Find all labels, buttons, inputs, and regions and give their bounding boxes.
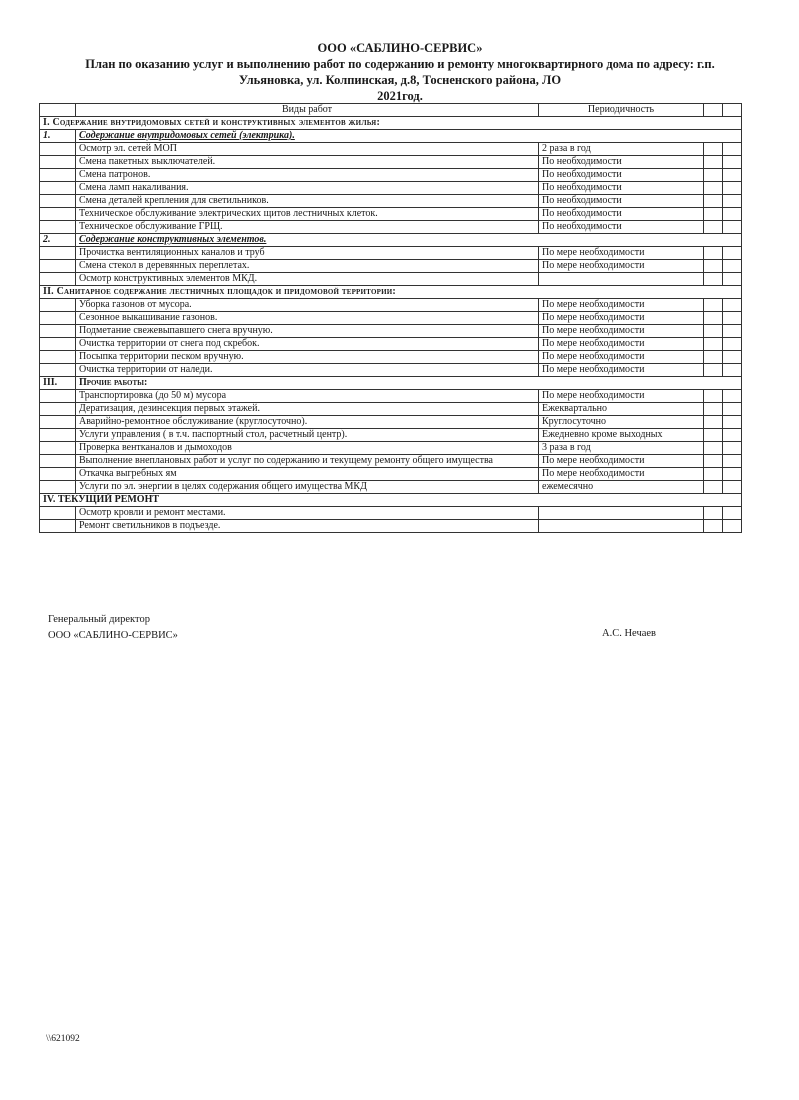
- subsection-number: 2.: [40, 234, 76, 247]
- table-row: [40, 195, 742, 208]
- subsection-title: Содержание конструктивных элементов.: [76, 234, 742, 247]
- work-cell: Смена пакетных выключателей.: [76, 156, 539, 169]
- section-title: I. Содержание внутридомовых сетей и конструктивных элементов жилья:: [40, 117, 742, 130]
- period-cell: Ежедневно кроме выходных: [539, 429, 704, 442]
- table-row: [40, 208, 742, 221]
- extra-cell: [723, 416, 742, 429]
- row-number-cell: [40, 442, 76, 455]
- period-cell: По необходимости: [539, 169, 704, 182]
- period-cell: По мере необходимости: [539, 312, 704, 325]
- row-number-cell: [40, 416, 76, 429]
- extra-cell: [704, 299, 723, 312]
- work-cell: Дератизация, дезинсекция первых этажей.: [76, 403, 539, 416]
- table-row: [40, 403, 742, 416]
- extra-cell: [704, 351, 723, 364]
- extra-cell: [723, 247, 742, 260]
- work-cell: Техническое обслуживание ГРЩ.: [76, 221, 539, 234]
- header-extra-cell: [704, 104, 723, 117]
- work-cell: Выполнение внеплановых работ и услуг по содержанию и текущему ремонту общего имущества: [76, 455, 539, 468]
- row-number-cell: [40, 351, 76, 364]
- table-row: [40, 299, 742, 312]
- extra-cell: [723, 143, 742, 156]
- period-cell: По мере необходимости: [539, 338, 704, 351]
- row-number-cell: [40, 195, 76, 208]
- extra-cell: [723, 156, 742, 169]
- plan-year: 2021год.: [377, 89, 423, 103]
- period-cell: [539, 273, 704, 286]
- row-number-cell: [40, 338, 76, 351]
- table-row: [40, 481, 742, 494]
- section-title: II. Санитарное содержание лестничных площадок и придомовой территории:: [40, 286, 742, 299]
- company-name: ООО «САБЛИНО-СЕРВИС»: [317, 41, 483, 55]
- signature-block: [48, 612, 178, 644]
- extra-cell: [704, 169, 723, 182]
- header-num-cell: [40, 104, 76, 117]
- period-cell: 2 раза в год: [539, 143, 704, 156]
- period-cell: По мере необходимости: [539, 247, 704, 260]
- table-row: [40, 390, 742, 403]
- section-title: Прочие работы:: [76, 377, 742, 390]
- extra-cell: [723, 520, 742, 533]
- document-header: [30, 40, 770, 104]
- period-cell: По мере необходимости: [539, 260, 704, 273]
- extra-cell: [704, 429, 723, 442]
- period-cell: По мере необходимости: [539, 455, 704, 468]
- extra-cell: [704, 416, 723, 429]
- plan-title-line2: Ульяновка, ул. Колпинская, д.8, Тосненского района, ЛО: [238, 73, 562, 87]
- period-cell: По мере необходимости: [539, 390, 704, 403]
- extra-cell: [704, 247, 723, 260]
- period-cell: По необходимости: [539, 156, 704, 169]
- extra-cell: [704, 468, 723, 481]
- period-cell: По мере необходимости: [539, 299, 704, 312]
- row-number-cell: [40, 247, 76, 260]
- row-number-cell: [40, 312, 76, 325]
- extra-cell: [723, 390, 742, 403]
- table-row: [40, 351, 742, 364]
- table-row: [40, 260, 742, 273]
- period-cell: По необходимости: [539, 182, 704, 195]
- table-row: [40, 247, 742, 260]
- subsection-title: Содержание внутридомовых сетей (электрика).: [76, 130, 742, 143]
- extra-cell: [704, 208, 723, 221]
- work-cell: Услуги управления ( в т.ч. паспортный стол, расчетный центр).: [76, 429, 539, 442]
- section-row: [40, 494, 742, 507]
- work-cell: Смена ламп накаливания.: [76, 182, 539, 195]
- signatory-company: ООО «САБЛИНО-СЕРВИС»: [48, 630, 178, 641]
- period-cell: [539, 520, 704, 533]
- extra-cell: [723, 481, 742, 494]
- period-cell: Круглосуточно: [539, 416, 704, 429]
- work-cell: Осмотр эл. сетей МОП: [76, 143, 539, 156]
- work-cell: Подметание свежевыпавшего снега вручную.: [76, 325, 539, 338]
- extra-cell: [723, 507, 742, 520]
- extra-cell: [723, 208, 742, 221]
- extra-cell: [723, 325, 742, 338]
- table-row: [40, 455, 742, 468]
- work-cell: Сезонное выкашивание газонов.: [76, 312, 539, 325]
- table-row: [40, 273, 742, 286]
- extra-cell: [704, 143, 723, 156]
- period-cell: Ежеквартально: [539, 403, 704, 416]
- row-number-cell: [40, 208, 76, 221]
- table-row: [40, 169, 742, 182]
- extra-cell: [704, 403, 723, 416]
- extra-cell: [723, 312, 742, 325]
- period-cell: ежемесячно: [539, 481, 704, 494]
- table-row: [40, 143, 742, 156]
- extra-cell: [723, 221, 742, 234]
- work-cell: Осмотр конструктивных элементов МКД.: [76, 273, 539, 286]
- table-row: [40, 416, 742, 429]
- row-number-cell: [40, 143, 76, 156]
- extra-cell: [704, 260, 723, 273]
- table-row: [40, 507, 742, 520]
- services-plan-table: [39, 103, 742, 533]
- plan-title-line1: План по оказанию услуг и выполнению работ по содержанию и ремонту многоквартирного дома по адресу: г.п.: [85, 57, 715, 71]
- row-number-cell: [40, 169, 76, 182]
- extra-cell: [704, 481, 723, 494]
- extra-cell: [723, 442, 742, 455]
- row-number-cell: [40, 364, 76, 377]
- extra-cell: [723, 260, 742, 273]
- section-row: [40, 377, 742, 390]
- work-cell: Очистка территории от наледи.: [76, 364, 539, 377]
- work-cell: Смена патронов.: [76, 169, 539, 182]
- work-cell: Посыпка территории песком вручную.: [76, 351, 539, 364]
- period-cell: По мере необходимости: [539, 468, 704, 481]
- extra-cell: [704, 195, 723, 208]
- section-number: III.: [40, 377, 76, 390]
- work-cell: Уборка газонов от мусора.: [76, 299, 539, 312]
- period-cell: По мере необходимости: [539, 351, 704, 364]
- extra-cell: [723, 403, 742, 416]
- extra-cell: [723, 195, 742, 208]
- extra-cell: [723, 273, 742, 286]
- row-number-cell: [40, 182, 76, 195]
- extra-cell: [704, 325, 723, 338]
- subsection-row: [40, 130, 742, 143]
- work-cell: Проверка вентканалов и дымоходов: [76, 442, 539, 455]
- period-cell: По мере необходимости: [539, 325, 704, 338]
- signatory-name: А.С. Нечаев: [602, 628, 657, 639]
- extra-cell: [723, 364, 742, 377]
- header-work-cell: Виды работ: [76, 104, 539, 117]
- table-row: [40, 156, 742, 169]
- table-row: [40, 429, 742, 442]
- extra-cell: [723, 169, 742, 182]
- signatory-position: Генеральный директор: [48, 614, 150, 625]
- table-row: [40, 520, 742, 533]
- table-row: [40, 442, 742, 455]
- extra-cell: [704, 156, 723, 169]
- extra-cell: [704, 390, 723, 403]
- extra-cell: [704, 312, 723, 325]
- subsection-number: 1.: [40, 130, 76, 143]
- extra-cell: [704, 273, 723, 286]
- work-cell: Прочистка вентиляционных каналов и труб: [76, 247, 539, 260]
- row-number-cell: [40, 156, 76, 169]
- extra-cell: [704, 182, 723, 195]
- table-row: [40, 468, 742, 481]
- row-number-cell: [40, 481, 76, 494]
- row-number-cell: [40, 507, 76, 520]
- section-row: [40, 286, 742, 299]
- section-row: [40, 117, 742, 130]
- header-extra-cell: [723, 104, 742, 117]
- extra-cell: [704, 520, 723, 533]
- extra-cell: [723, 182, 742, 195]
- extra-cell: [704, 442, 723, 455]
- period-cell: По необходимости: [539, 208, 704, 221]
- row-number-cell: [40, 429, 76, 442]
- header-period-cell: Периодичность: [539, 104, 704, 117]
- work-cell: Транспортировка (до 50 м) мусора: [76, 390, 539, 403]
- extra-cell: [723, 468, 742, 481]
- work-cell: Аварийно-ремонтное обслуживание (круглосуточно).: [76, 416, 539, 429]
- work-cell: Очистка территории от снега под скребок.: [76, 338, 539, 351]
- row-number-cell: [40, 520, 76, 533]
- extra-cell: [704, 507, 723, 520]
- work-cell: Откачка выгребных ям: [76, 468, 539, 481]
- row-number-cell: [40, 455, 76, 468]
- extra-cell: [723, 455, 742, 468]
- period-cell: [539, 507, 704, 520]
- row-number-cell: [40, 325, 76, 338]
- extra-cell: [723, 429, 742, 442]
- table-row: [40, 221, 742, 234]
- table-row: [40, 312, 742, 325]
- work-cell: Услуги по эл. энергии в целях содержания общего имущества МКД: [76, 481, 539, 494]
- extra-cell: [723, 351, 742, 364]
- table-row: [40, 325, 742, 338]
- period-cell: По мере необходимости: [539, 364, 704, 377]
- work-cell: Смена деталей крепления для светильников.: [76, 195, 539, 208]
- work-cell: Осмотр кровли и ремонт местами.: [76, 507, 539, 520]
- document-number: \\621092: [46, 1034, 80, 1044]
- period-cell: По необходимости: [539, 195, 704, 208]
- table-row: [40, 182, 742, 195]
- row-number-cell: [40, 273, 76, 286]
- extra-cell: [723, 299, 742, 312]
- work-cell: Ремонт светильников в подъезде.: [76, 520, 539, 533]
- subsection-row: [40, 234, 742, 247]
- row-number-cell: [40, 390, 76, 403]
- extra-cell: [704, 455, 723, 468]
- table-row: [40, 364, 742, 377]
- row-number-cell: [40, 260, 76, 273]
- period-cell: По необходимости: [539, 221, 704, 234]
- extra-cell: [704, 338, 723, 351]
- period-cell: 3 раза в год: [539, 442, 704, 455]
- table-row: [40, 338, 742, 351]
- row-number-cell: [40, 468, 76, 481]
- work-cell: Техническое обслуживание электрических щитов лестничных клеток.: [76, 208, 539, 221]
- extra-cell: [723, 338, 742, 351]
- extra-cell: [704, 221, 723, 234]
- section-title: IV. ТЕКУЩИЙ РЕМОНТ: [40, 494, 742, 507]
- row-number-cell: [40, 403, 76, 416]
- table-header-row: [40, 104, 742, 117]
- work-cell: Смена стекол в деревянных переплетах.: [76, 260, 539, 273]
- extra-cell: [704, 364, 723, 377]
- row-number-cell: [40, 221, 76, 234]
- row-number-cell: [40, 299, 76, 312]
